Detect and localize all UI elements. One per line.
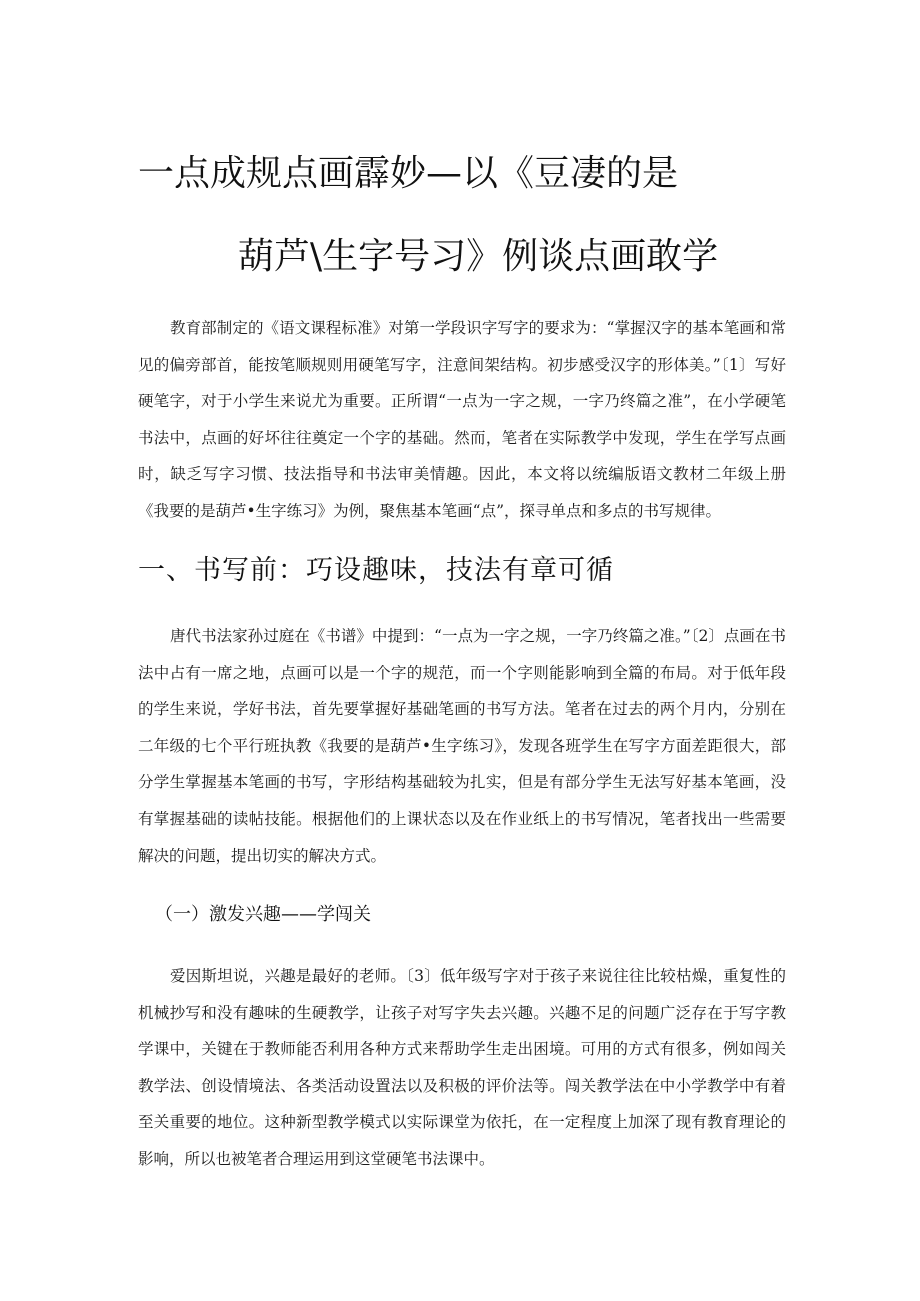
section-heading-1: 一、书写前：巧设趣味，技法有章可循	[138, 555, 614, 586]
subsection-heading-1: （一）激发兴趣——学闯关	[155, 904, 371, 925]
intro-paragraph: 教育部制定的《语文课程标准》对第一学段识字写字的要求为：“掌握汉字的基本笔画和常见的偏旁部首，能按笔顺规则用硬笔写字，注意间架结构。初步感受汉字的形体美。”〔1〕写好硬笔字，对于小学生来说尤为重要。正所谓“一点为一字之规，一字乃终篇之准”，在小学硬笔书法中，点画的好坏往往奠定一个字的基础。然而，笔者在实际教学中发现，学生在学写点画时，缺乏写字习惯、技法指导和书法审美情趣。因此，本文将以统编版语文教材二年级上册《我要的是葫芦•生字练习》为例，聚焦基本笔画“点”，探寻单点和多点的书写规律。	[138, 319, 786, 520]
subsection-1-paragraph: 爱因斯坦说，兴趣是最好的老师。〔3〕低年级写字对于孩子来说往往比较枯燥，重复性的机械抄写和没有趣味的生硬教学，让孩子对写字失去兴趣。兴趣不足的问题广泛存在于写字教学课中，关键在于教师能否利用各种方式来帮助学生走出困境。可用的方式有很多，例如闯关教学法、创设情境法、各类活动设置法以及积极的评价法等。闯关教学法在中小学教学中有着至关重要的地位。这种新型教学模式以实际课堂为依托，在一定程度上加深了现有教育理论的影响，所以也被笔者合理运用到这堂硬笔书法课中。	[138, 967, 786, 1168]
document-title-line-2: 葫芦\生字号习》例谈点画敢学	[238, 236, 719, 277]
document-title-line-1: 一点成规点画霹妙—以《豆凄的是	[138, 153, 679, 194]
section-1-paragraph: 唐代书法家孙过庭在《书谱》中提到：“一点为一字之规，一字乃终篇之准。”〔2〕点画在书法中占有一席之地，点画可以是一个字的规范，而一个字则能影响到全篇的布局。对于低年段的学生来说，学好书法，首先要掌握好基础笔画的书写方法。笔者在过去的两个月内，分别在二年级的七个平行班执教《我要的是葫芦•生字练习》，发现各班学生在写字方面差距很大，部分学生掌握基本笔画的书写，字形结构基础较为扎实，但是有部分学生无法写好基本笔画，没有掌握基础的读帖技能。根据他们的上课状态以及在作业纸上的书写情况，笔者找出一些需要解决的问题，提出切实的解决方式。	[138, 627, 786, 865]
